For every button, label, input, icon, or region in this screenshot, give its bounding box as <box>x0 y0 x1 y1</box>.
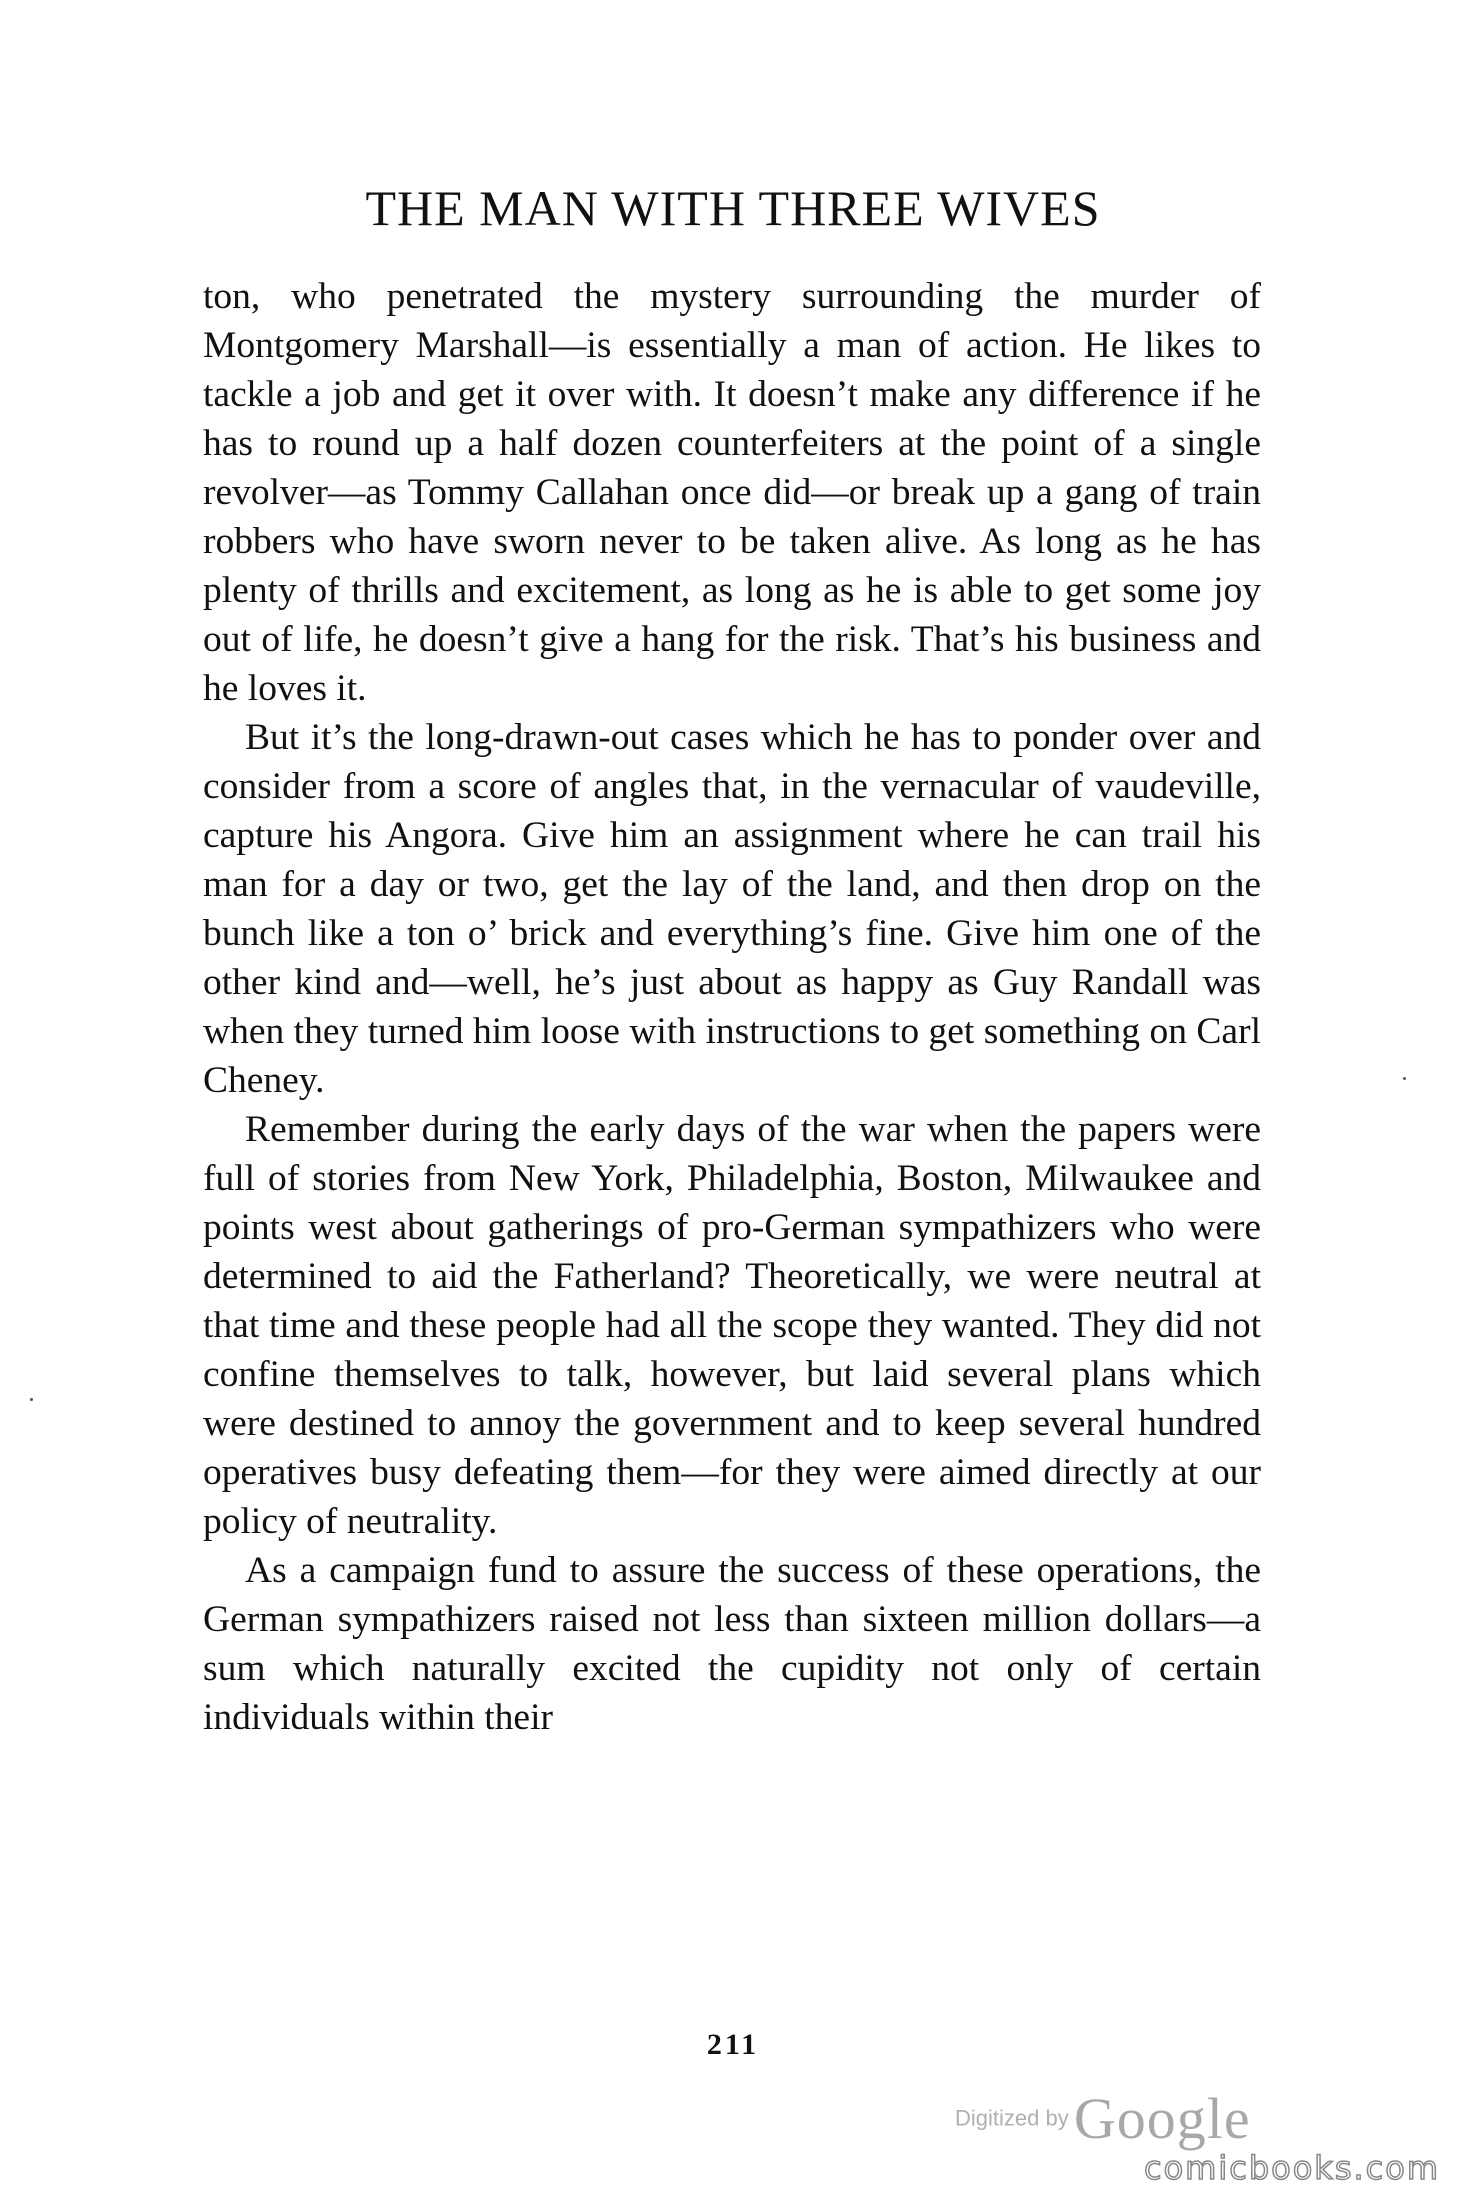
running-head: THE MAN WITH THREE WIVES <box>365 180 1101 236</box>
digitized-by-watermark <box>955 2085 1295 2151</box>
body-text <box>203 272 1261 1742</box>
site-watermark: comicbooks.com <box>1143 2149 1440 2187</box>
paragraph-3: Remember during the early days of the war when the papers were full of stories from New York, Philadelphia, Boston, Milwaukee and points west about gatherings of pro-German sympathizers who were determined to aid the Fatherland? Theoretically, we were neutral at that time and these people had all the scope they wanted. They did not confine themselves to talk, however, but laid several plans which were destined to annoy the government and to keep several hundred operatives busy defeating them—for they were aimed directly at our policy of neutrality. <box>203 1109 1261 1542</box>
scan-speck <box>30 1398 33 1401</box>
google-logo-text: Google <box>1073 2086 1251 2151</box>
paragraph-2: But it’s the long-drawn-out cases which he has to ponder over and consider from a score of angles that, in the vernacular of vaudeville, capture his Angora. Give him an assignment where he can trail his man for a day or two, get the lay of the land, and then drop on the bunch like a ton o’ brick and everything’s fine. Give him one of the other kind and—well, he’s just about as happy as Guy Randall was when they turned him loose with instructions to get something on Carl Cheney. <box>203 717 1261 1101</box>
paragraph-4: As a campaign fund to assure the success of these operations, the German sympathizers raised not less than sixteen million dollars—a sum which naturally excited the cupidity not only of certain individuals within their <box>203 1550 1261 1738</box>
scan-speck <box>1403 1077 1406 1080</box>
page-number: 211 <box>706 2028 760 2061</box>
digitized-by-label: Digitized by <box>955 2105 1069 2131</box>
paragraph-1: ton, who penetrated the mystery surrounding the murder of Montgomery Marshall—is essentially a man of action. He likes to tackle a job and get it over with. It doesn’t make any difference if he has to round up a half dozen counterfeiters at the point of a single revolver—as Tommy Callahan once did—or break up a gang of train robbers who have sworn never to be taken alive. As long as he has plenty of thrills and excitement, as long as he is able to get some joy out of life, he doesn’t give a hang for the risk. That’s his business and he loves it. <box>203 276 1261 709</box>
